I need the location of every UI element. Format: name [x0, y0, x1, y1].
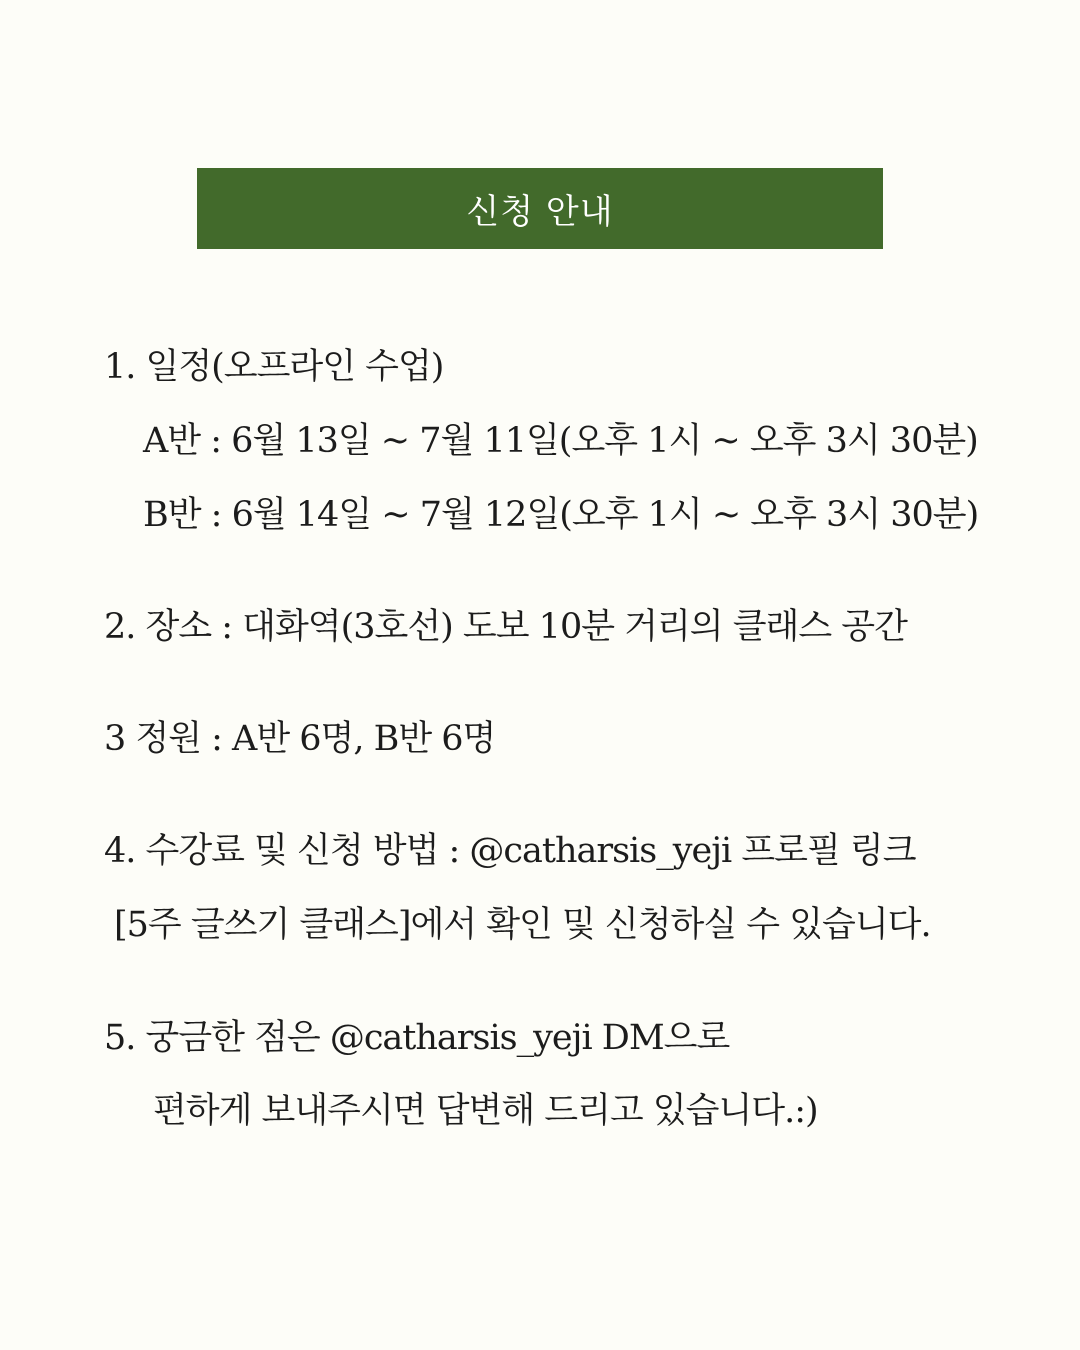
capacity-text: 3 정원 : A반 6명, B반 6명 [104, 719, 496, 759]
fee-line-2: [5주 글쓰기 클래스]에서 확인 및 신청하실 수 있습니다. [114, 905, 931, 945]
fee-line-1: 4. 수강료 및 신청 방법 : @catharsis_yeji 프로필 링크 [104, 831, 916, 871]
contact-line-2: 편하게 보내주시면 답변해 드리고 있습니다.:) [153, 1091, 818, 1131]
location-text: 2. 장소 : 대화역(3호선) 도보 10분 거리의 클래스 공간 [104, 607, 907, 647]
contact-line-1: 5. 궁금한 점은 @catharsis_yeji DM으로 [104, 1018, 730, 1058]
schedule-class-a: A반 : 6월 13일 ~ 7월 11일(오후 1시 ~ 오후 3시 30분) [143, 421, 978, 461]
schedule-heading: 1. 일정(오프라인 수업) [104, 347, 444, 387]
schedule-class-b: B반 : 6월 14일 ~ 7월 12일(오후 1시 ~ 오후 3시 30분) [143, 495, 979, 535]
header-title: 신청 안내 [466, 192, 614, 232]
header-banner [197, 168, 883, 249]
